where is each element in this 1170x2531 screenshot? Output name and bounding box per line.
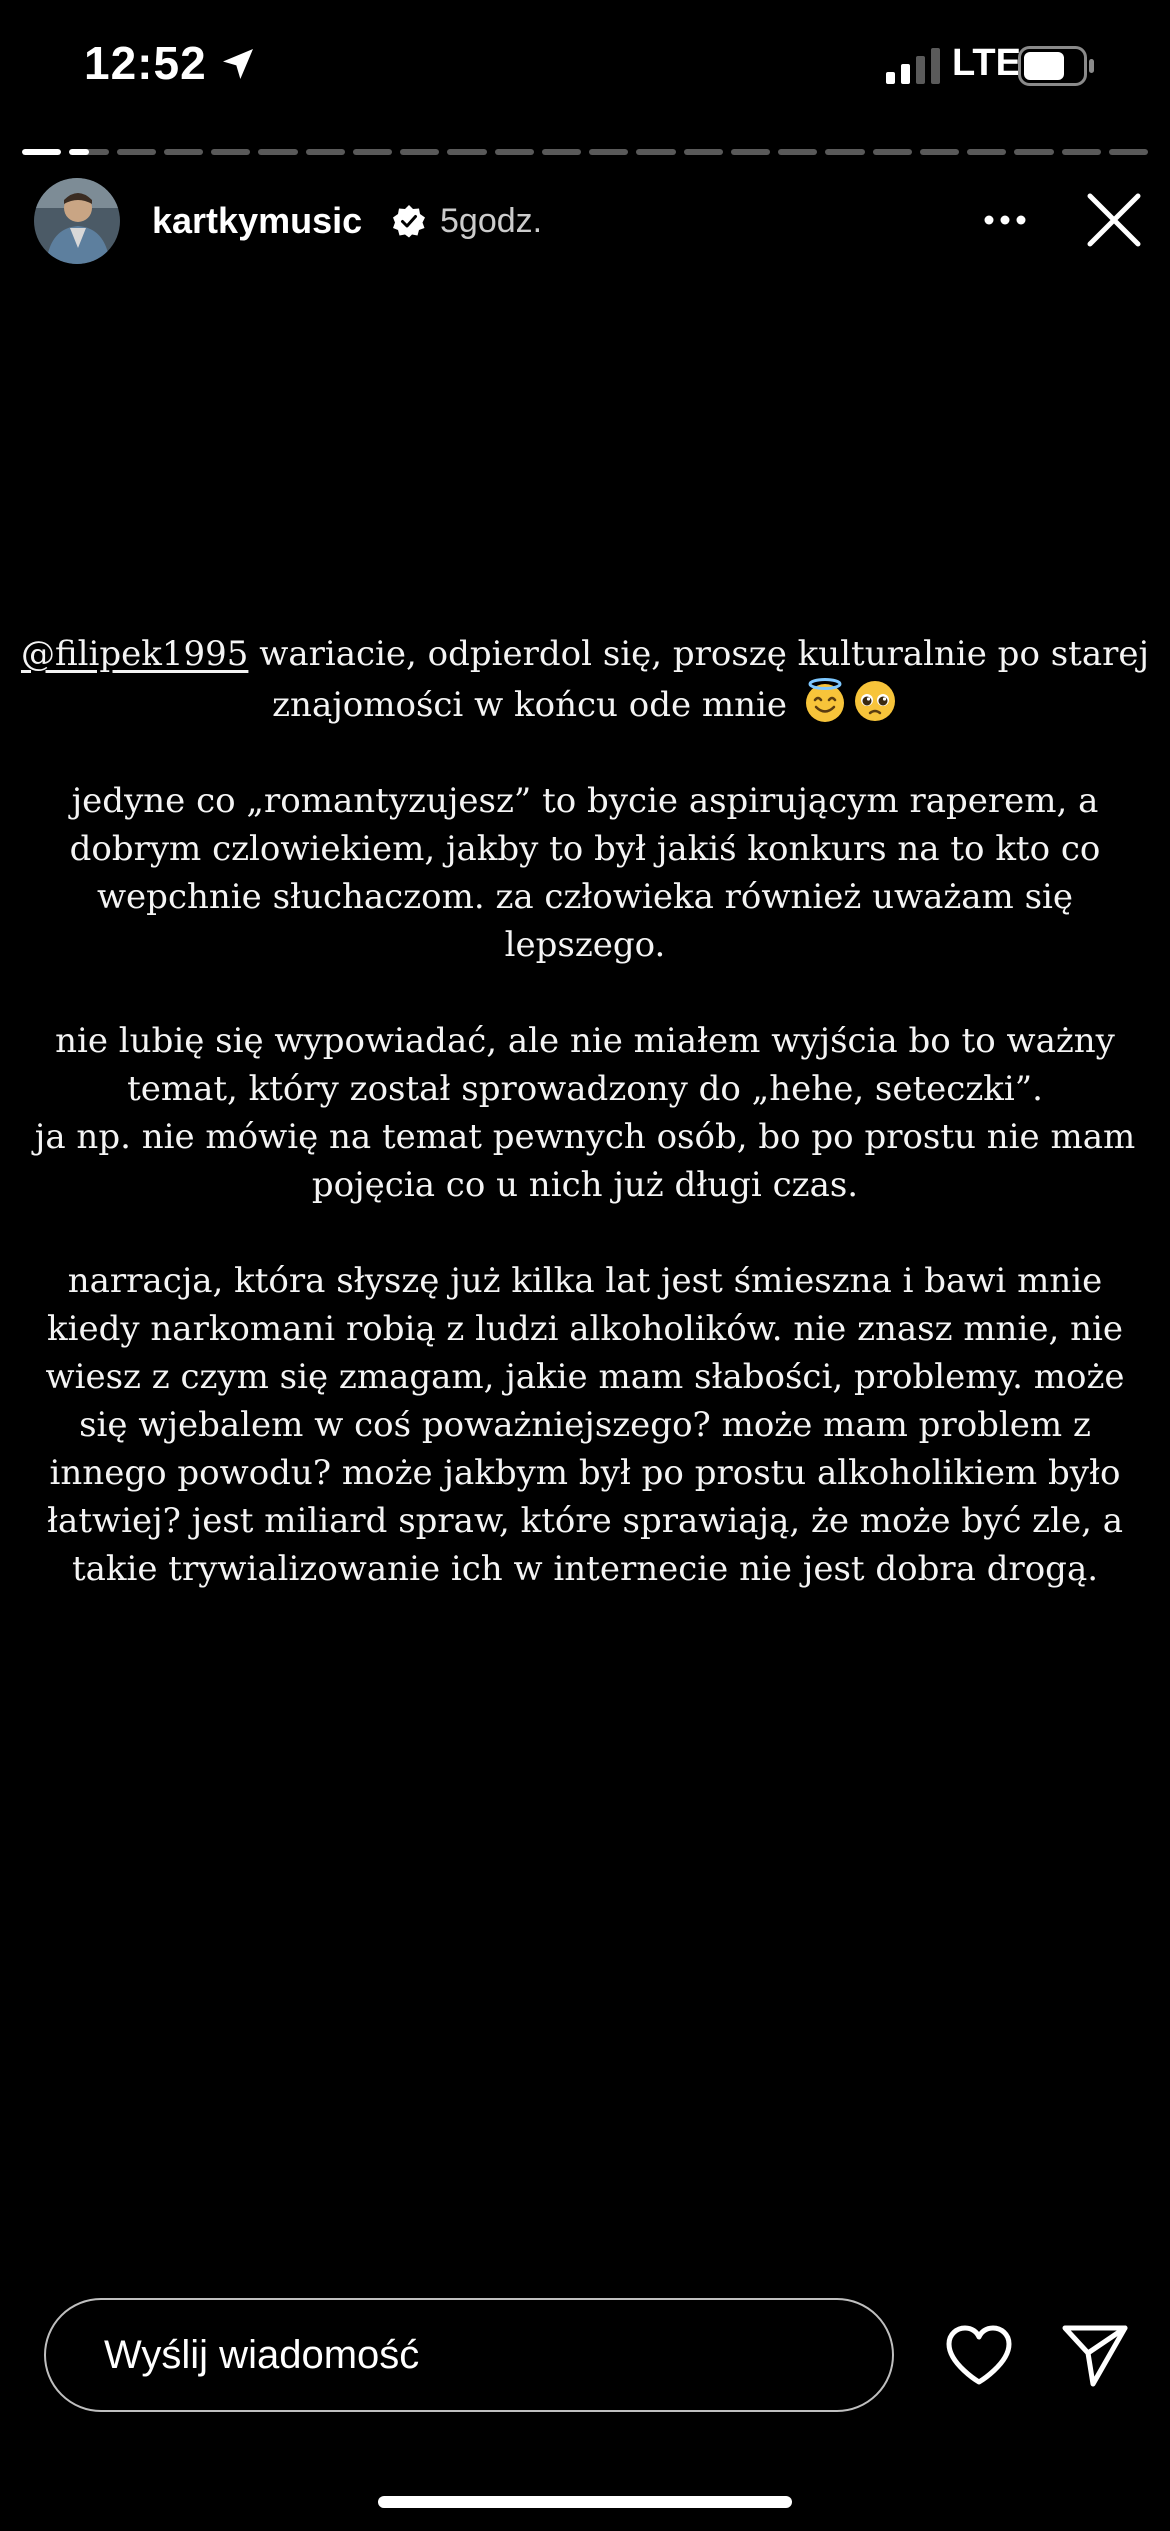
story-username[interactable]: kartkymusic	[152, 200, 363, 241]
story-progress-bar	[22, 149, 1148, 155]
story-progress-fill	[22, 149, 61, 155]
story-paragraph-1	[0, 630, 1170, 729]
story-progress-segment	[684, 149, 723, 155]
story-progress-fill	[69, 149, 89, 155]
story-progress-segment	[967, 149, 1006, 155]
close-icon[interactable]	[1082, 188, 1146, 252]
location-arrow-icon	[218, 44, 258, 84]
verified-badge-icon	[392, 204, 426, 238]
more-options-icon[interactable]	[980, 200, 1030, 240]
status-bar	[0, 0, 1170, 135]
story-progress-segment	[920, 149, 959, 155]
story-header	[0, 170, 1170, 280]
battery-icon	[1018, 46, 1096, 86]
status-time: 12:52	[84, 37, 207, 89]
story-progress-segment	[22, 149, 61, 155]
story-progress-segment	[1014, 149, 1053, 155]
paragraph-1-text: wariacie, odpierdol się, proszę kulturalnie po starej znajomości w końcu ode mnie	[259, 634, 1150, 725]
story-text-content	[0, 630, 1170, 1641]
story-progress-segment	[117, 149, 156, 155]
mention-link[interactable]: @filipek1995	[20, 634, 249, 674]
story-progress-segment	[778, 149, 817, 155]
story-progress-segment	[873, 149, 912, 155]
story-paragraph-2: jedyne co „romantyzujesz” to bycie aspirującym raperem, a dobrym czlowiekiem, jakby to był jakiś konkurs na to kto co wepchnie słuchaczom. za człowieka również uważam się lepszego.	[69, 781, 1101, 965]
story-reply-bar	[0, 2290, 1170, 2420]
smiling-face-with-halo-emoji	[802, 678, 848, 724]
story-progress-segment	[1062, 149, 1101, 155]
story-progress-segment	[447, 149, 486, 155]
story-paragraph-3: nie lubię się wypowiadać, ale nie miałem wyjścia bo to ważny temat, który został sprowadzony do „hehe, seteczki”. ja np. nie mówię na temat pewnych osób, bo po prostu nie mam pojęcia co u nich już długi czas.	[34, 1021, 1136, 1205]
network-type: LTE	[952, 42, 1021, 84]
story-progress-segment	[258, 149, 297, 155]
story-progress-segment	[164, 149, 203, 155]
story-progress-segment	[589, 149, 628, 155]
story-progress-segment	[825, 149, 864, 155]
avatar[interactable]	[34, 178, 120, 264]
story-progress-segment	[542, 149, 581, 155]
pleading-face-emoji	[852, 678, 898, 724]
heart-icon[interactable]	[944, 2324, 1014, 2388]
story-progress-segment	[731, 149, 770, 155]
story-progress-segment	[1109, 149, 1148, 155]
story-progress-segment	[636, 149, 675, 155]
home-indicator[interactable]	[378, 2496, 792, 2508]
story-progress-segment	[495, 149, 534, 155]
send-icon[interactable]	[1060, 2322, 1130, 2388]
story-progress-segment	[400, 149, 439, 155]
avatar-photo	[34, 178, 120, 264]
story-time-ago: 5godz.	[440, 202, 543, 240]
story-paragraph-4: narracja, która słyszę już kilka lat jest śmieszna i bawi mnie kiedy narkomani robią z ludzi alkoholików. nie znasz mnie, nie wiesz z czym się zmagam, jakie mam słabości, problemy. może się wjebalem w coś poważniejszego? może mam problem z innego powodu? może jakbym był po prostu alkoholikiem było łatwiej? jest miliard spraw, które sprawiają, że może być zle, a takie trywializowanie ich w internecie nie jest dobra drogą.	[45, 1261, 1125, 1589]
message-input[interactable]	[44, 2298, 894, 2412]
story-progress-segment	[306, 149, 345, 155]
story-progress-segment	[69, 149, 108, 155]
story-progress-segment	[211, 149, 250, 155]
cellular-signal-icon	[886, 48, 942, 84]
story-progress-segment	[353, 149, 392, 155]
